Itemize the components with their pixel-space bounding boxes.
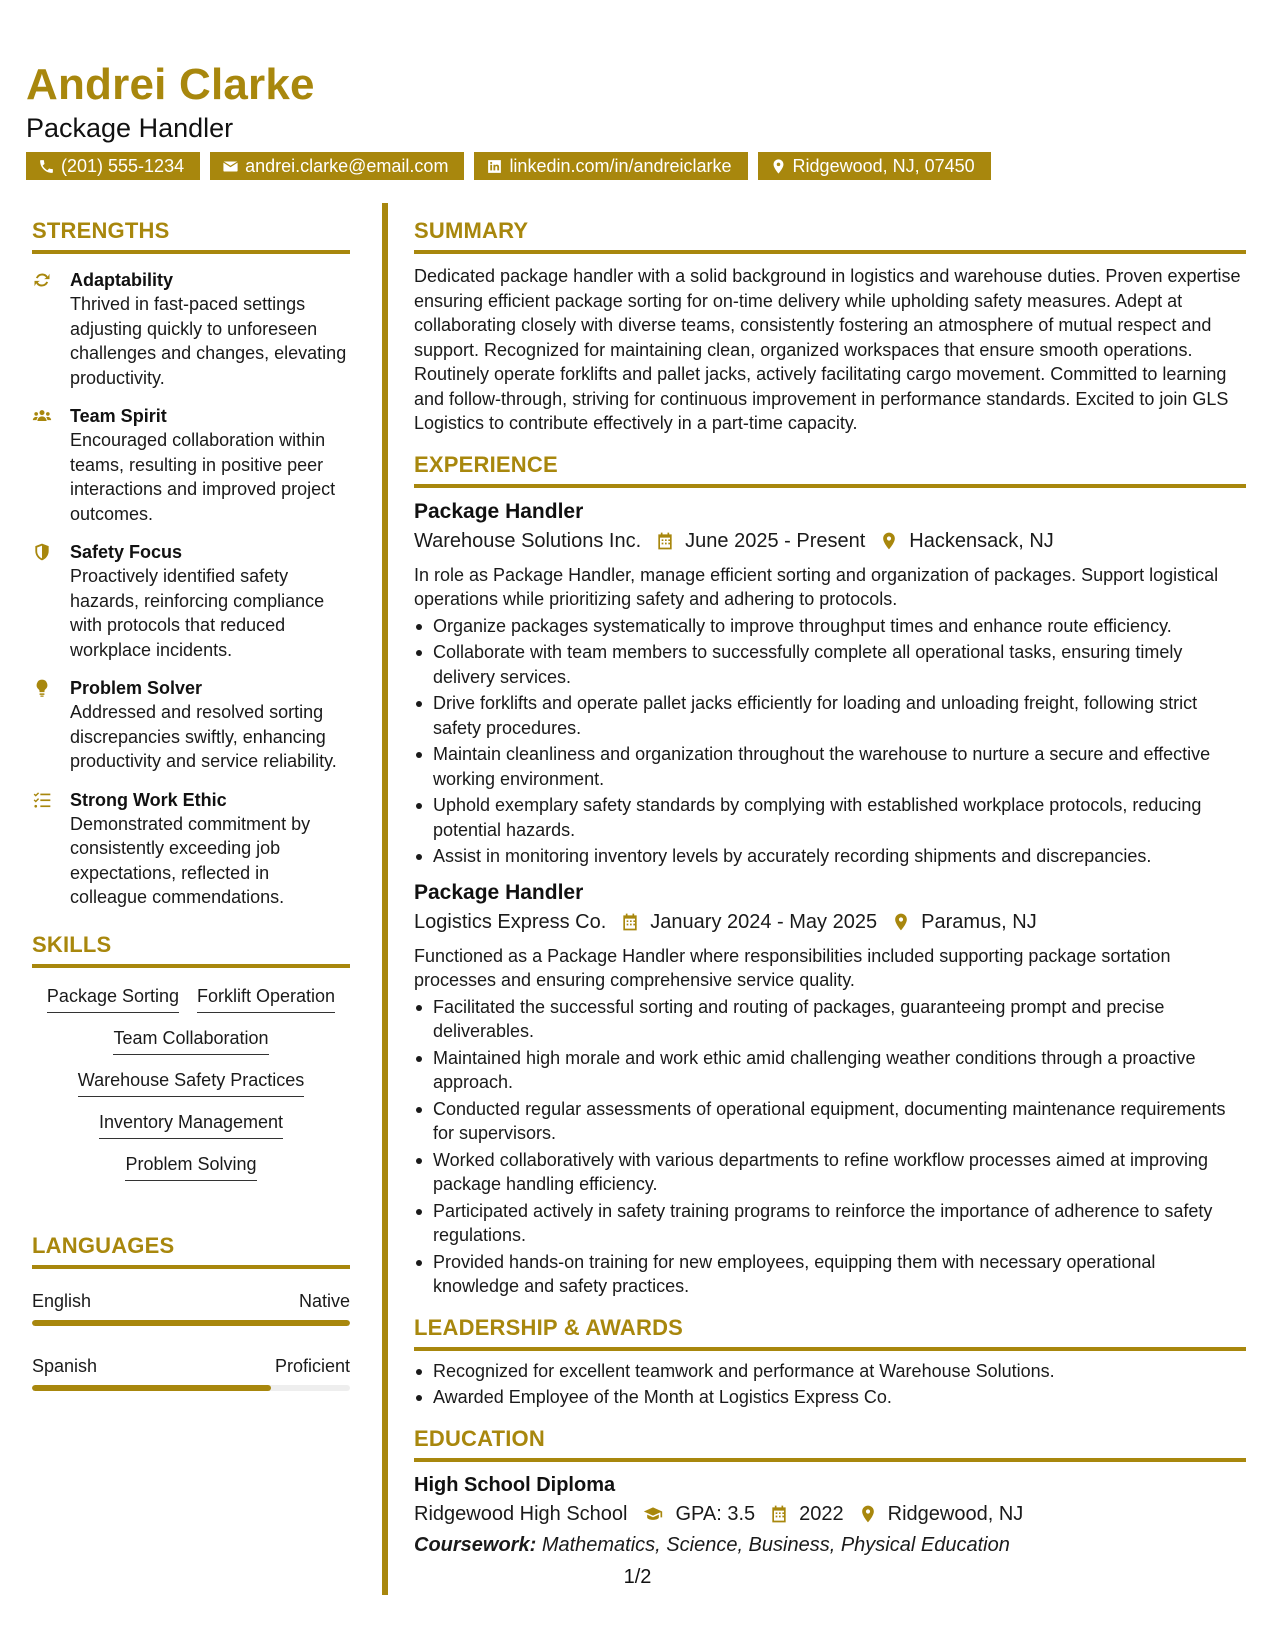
users-icon: [32, 406, 52, 426]
linkedin-icon: [486, 158, 503, 175]
phone-icon: [38, 158, 55, 175]
column-divider: [382, 203, 388, 1595]
job-title: Package Handler: [414, 880, 584, 904]
skill-tag: Package Sorting: [47, 984, 179, 1013]
coursework-list: Mathematics, Science, Business, Physical Education: [541, 1533, 1010, 1556]
strength-title: Safety Focus: [70, 542, 183, 562]
school-name: Ridgewood High School: [414, 1502, 628, 1525]
job-dates: January 2024 - May 2025: [650, 910, 878, 933]
strength-title: Problem Solver: [70, 678, 203, 698]
skill-tag: Problem Solving: [125, 1152, 256, 1181]
school-location: Ridgewood, NJ: [887, 1502, 1024, 1525]
language-proficiency-fill: [32, 1385, 271, 1391]
strength-title: Strong Work Ethic: [70, 789, 227, 810]
job-entry: [414, 881, 1246, 1299]
contact-email[interactable]: [210, 152, 464, 180]
job-dates: June 2025 - Present: [685, 529, 866, 552]
bullet-item: Maintain cleanliness and organization throughout the warehouse to nurture a secure and effective working environment.: [414, 742, 1246, 791]
candidate-title: Package Handler: [26, 113, 234, 143]
language-level: Proficient: [274, 1355, 350, 1376]
language-item: [32, 1291, 350, 1326]
award-item: Awarded Employee of the Month at Logistics Express Co.: [414, 1385, 1246, 1410]
summary-heading: SUMMARY: [414, 218, 529, 243]
award-item: Recognized for excellent teamwork and performance at Warehouse Solutions.: [414, 1359, 1246, 1384]
lightbulb-icon: [32, 678, 52, 698]
experience-heading: EXPERIENCE: [414, 451, 558, 477]
contact-phone[interactable]: [26, 152, 200, 180]
section-rule: [414, 250, 1246, 254]
language-proficiency-fill: [32, 1320, 350, 1326]
section-rule: [414, 1347, 1246, 1351]
education-section: [414, 1426, 1246, 1557]
strength-desc: Demonstrated commitment by consistently exceeding job expectations, reflected in colleague commendations.: [70, 813, 311, 907]
contact-phone-text: (201) 555-1234: [61, 155, 185, 176]
contact-location[interactable]: [758, 152, 991, 180]
summary-text: Dedicated package handler with a solid background in logistics and warehouse duties. Proven expertise ensuring efficient package sorting for on-time delivery while upholding safety measures. Adept at collaborating closely with diverse teams, consistently fostering an atmosphere of mutual respect and support. Recognized for maintaining clean, organized workspaces that ensure smooth operations. Routinely operate forklifts and pallet jacks, actively facilitating cargo movement. Committed to learning and follow-through, striving for continuous improvement in performance standards. Excited to join GLS Logistics to contribute effectively in a part-time capacity.: [414, 266, 1241, 433]
languages-heading: LANGUAGES: [32, 1232, 175, 1258]
awards-list: [414, 1359, 1246, 1410]
section-rule: [414, 1458, 1246, 1462]
awards-section: [414, 1315, 1246, 1410]
strength-item: [32, 788, 350, 910]
bullet-item: Assist in monitoring inventory levels by accurately recording shipments and discrepancies.: [414, 844, 1246, 869]
contact-linkedin[interactable]: [474, 152, 747, 180]
bullet-item: Maintained high morale and work ethic amid challenging weather conditions through a proactive approach.: [414, 1046, 1246, 1095]
language-name: Spanish: [32, 1355, 98, 1376]
location-pin-icon: [891, 912, 911, 932]
education-heading: EDUCATION: [414, 1425, 545, 1451]
strength-item: [32, 404, 350, 526]
strength-desc: Thrived in fast-paced settings adjusting quickly to unforeseen challenges and changes, elevating productivity.: [70, 294, 347, 388]
contact-linkedin-text: linkedin.com/in/andreiclarke: [509, 155, 732, 176]
skills-section: [32, 932, 350, 1181]
language-level: Native: [298, 1290, 350, 1311]
job-company: Logistics Express Co.: [414, 910, 607, 933]
skill-tag: Team Collaboration: [113, 1026, 268, 1055]
page-indicator: 1/2: [623, 1566, 652, 1588]
shield-icon: [32, 542, 52, 562]
contact-location-text: Ridgewood, NJ, 07450: [792, 155, 975, 176]
experience-section: [414, 452, 1246, 1299]
location-pin-icon: [879, 531, 899, 551]
calendar-icon: [769, 1504, 789, 1524]
graduation-year: 2022: [799, 1502, 844, 1525]
gpa: GPA: 3.5: [675, 1502, 756, 1525]
degree-title: High School Diploma: [414, 1473, 616, 1496]
calendar-icon: [655, 531, 675, 551]
job-bullets: [414, 614, 1246, 869]
bullet-item: Collaborate with team members to successfully complete all operational tasks, ensuring timely delivery services.: [414, 640, 1246, 689]
bullet-item: Conducted regular assessments of operational equipment, documenting maintenance requirements for supervisors.: [414, 1097, 1246, 1146]
checklist-icon: [32, 790, 52, 810]
strengths-section: [32, 218, 350, 910]
job-intro: In role as Package Handler, manage efficient sorting and organization of packages. Support logistical operations while prioritizing safety and adhering to protocols.: [414, 564, 1219, 609]
envelope-icon: [222, 158, 239, 175]
coursework: [414, 1534, 1246, 1557]
right-column: [414, 218, 1246, 1557]
contact-bar: [26, 152, 991, 180]
skill-tag: Warehouse Safety Practices: [78, 1068, 304, 1097]
job-title: Package Handler: [414, 499, 584, 523]
strength-item: [32, 540, 350, 662]
language-proficiency-bar: [32, 1385, 350, 1391]
strength-desc: Proactively identified safety hazards, reinforcing compliance with protocols that reduced workplace incidents.: [70, 566, 325, 660]
strengths-heading: STRENGTHS: [32, 218, 170, 243]
calendar-icon: [620, 912, 640, 932]
job-location: Hackensack, NJ: [909, 529, 1054, 552]
skills-list: [32, 984, 350, 1181]
section-rule: [414, 484, 1246, 488]
strength-item: [32, 268, 350, 390]
languages-section: [32, 1233, 350, 1391]
skills-heading: SKILLS: [32, 931, 112, 957]
strength-item: [32, 676, 350, 774]
job-intro: Functioned as a Package Handler where responsibilities included supporting package sortation processes and ensuring comprehensive service quality.: [414, 945, 1171, 990]
candidate-name: Andrei Clarke: [26, 60, 315, 109]
skill-tag: Inventory Management: [99, 1110, 283, 1139]
section-rule: [32, 964, 350, 968]
language-item: [32, 1356, 350, 1391]
job-location: Paramus, NJ: [921, 910, 1037, 933]
location-pin-icon: [858, 1504, 878, 1524]
skill-tag: Forklift Operation: [197, 984, 335, 1013]
bullet-item: Worked collaboratively with various departments to refine workflow processes aimed at improving package handling efficiency.: [414, 1148, 1246, 1197]
language-proficiency-bar: [32, 1320, 350, 1326]
graduation-cap-icon: [641, 1504, 665, 1524]
bullet-item: Drive forklifts and operate pallet jacks efficiently for loading and unloading freight, following strict safety procedures.: [414, 691, 1246, 740]
bullet-item: Organize packages systematically to improve throughput times and enhance route efficiency.: [414, 614, 1246, 639]
section-rule: [32, 1265, 350, 1269]
language-name: English: [32, 1290, 92, 1311]
bullet-item: Facilitated the successful sorting and routing of packages, guaranteeing prompt and precise deliverables.: [414, 995, 1246, 1044]
strength-desc: Addressed and resolved sorting discrepancies swiftly, enhancing productivity and service reliability.: [70, 702, 337, 771]
left-column: [32, 218, 350, 1391]
strength-title: Team Spirit: [70, 406, 167, 426]
contact-email-text: andrei.clarke@email.com: [245, 155, 449, 176]
refresh-icon: [32, 270, 52, 290]
location-pin-icon: [770, 158, 787, 175]
bullet-item: Uphold exemplary safety standards by complying with established workplace protocols, reducing potential hazards.: [414, 793, 1246, 842]
bullet-item: Provided hands-on training for new employees, equipping them with necessary operational knowledge and safety practices.: [414, 1250, 1246, 1299]
strength-desc: Encouraged collaboration within teams, resulting in positive peer interactions and improved project outcomes.: [70, 430, 336, 524]
section-rule: [32, 250, 350, 254]
awards-heading: LEADERSHIP & AWARDS: [414, 1314, 684, 1340]
summary-section: [414, 218, 1246, 436]
job-entry: [414, 500, 1246, 869]
coursework-label: Coursework:: [414, 1533, 537, 1556]
job-company: Warehouse Solutions Inc.: [414, 529, 642, 552]
strength-title: Adaptability: [70, 270, 174, 290]
bullet-item: Participated actively in safety training programs to reinforce the importance of adherence to safety regulations.: [414, 1199, 1246, 1248]
job-bullets: [414, 995, 1246, 1299]
